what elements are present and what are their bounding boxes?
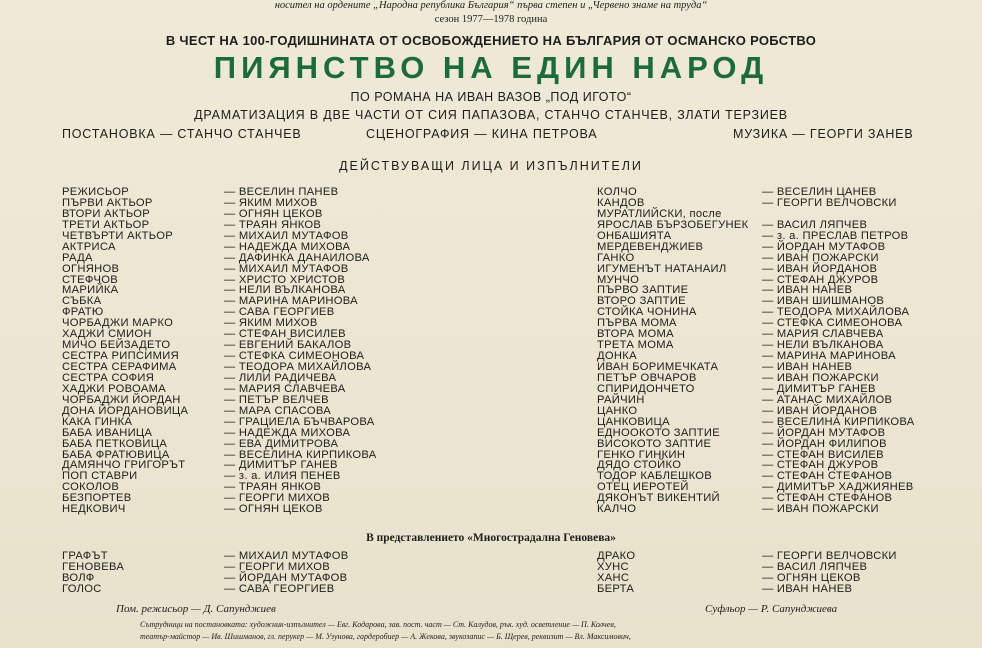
role-name: ПЕТЪР ОВЧАРОВ [597, 371, 697, 384]
role-name: ТРЕТИ АКТЬОР [62, 218, 150, 231]
role-name: НЕДКОВИЧ [62, 503, 126, 516]
role-name: СЕСТРА СЕРАФИМА [62, 361, 177, 373]
actor-name: — ВЕСЕЛИН ПАНЕВ [224, 186, 339, 198]
subplay-title: В представлението «Многострадална Геновева» [366, 532, 616, 544]
role-name: АКТРИСА [62, 240, 116, 253]
actor-name: — ТРАЯН ЯНКОВ [224, 218, 322, 231]
role-name: МЕРДЕВЕНДЖИЕВ [597, 240, 704, 253]
actor-name: — МАРИЯ СЛАВЧЕВА [762, 328, 884, 341]
role-name: КАКА ГИНКА [62, 415, 133, 428]
role-name: БЕРТА [597, 582, 635, 595]
role-name: ДОНКА [597, 350, 637, 363]
actor-name: — ИВАН НАНЕВ [762, 582, 853, 595]
actor-name: — ГЕОРГИ МИХОВ [224, 560, 331, 573]
actor-name: — ГЕОРГИ ВЕЛЧОВСКИ [762, 550, 897, 562]
role-name: КАНДОВ [597, 196, 645, 209]
actor-name: — ДАФИНКА ДАНАИЛОВА [224, 251, 370, 264]
role-name: ДОНА ЙОРДАНОВИЦА [62, 404, 189, 417]
actor-name: — ВЕСЕЛИНА КИРПИКОВА [224, 448, 377, 461]
role-name: ЯРОСЛАВ БЪРЗОБЕГУНЕК [597, 218, 749, 231]
actor-name: — ТЕОДОРА МИХАЙЛОВА [762, 306, 910, 319]
role-name: ИГУМЕНЪТ НАТАНАИЛ [597, 262, 727, 275]
role-name: КОЛЧО [597, 186, 637, 198]
play-title: ПИЯНСТВО НА ЕДИН НАРОД [213, 50, 769, 85]
actor-name: — ЕВГЕНИЙ БАКАЛОВ [224, 339, 352, 352]
cast-heading: ДЕЙСТВУВАЩИ ЛИЦА И ИЗПЪЛНИТЕЛИ [339, 159, 643, 173]
actor-name: — з. а. ИЛИЯ ПЕНЕВ [224, 470, 341, 483]
role-name: СЕСТРА РИПСИМИЯ [62, 350, 179, 363]
actor-name: — СТЕФАН ВИСИЛЕВ [762, 448, 884, 461]
role-name: РАЙЧИН [597, 393, 645, 406]
cast-row [597, 428, 927, 439]
actor-name: — ЯКИМ МИХОВ [224, 196, 318, 209]
role-name: БАБА ИВАНИЦА [62, 426, 153, 439]
role-name: БАБА ПЕТКОВИЦА [62, 437, 168, 450]
role-name: ОНБАШИЯТА [597, 229, 672, 242]
actor-name: — ТЕОДОРА МИХАЙЛОВА [224, 361, 372, 373]
role-name: ЧЕТВЪРТИ АКТЬОР [62, 229, 173, 242]
role-name: СПИРИДОНЧЕТО [597, 382, 695, 395]
cast-row [597, 504, 927, 515]
actor-name: — ВЕСЕЛИН ЦАНЕВ [762, 186, 877, 198]
honor-line: В ЧЕСТ НА 100-ГОДИШНИНАТА ОТ ОСВОБОЖДЕНИЕТО НА БЪЛГАРИЯ ОТ ОСМАНСКО РОБСТВО [165, 33, 817, 48]
actor-name: — САВА ГЕОРГИЕВ [224, 306, 335, 319]
role-name: ХАДЖИ СМИОН [62, 328, 152, 341]
cast-row [62, 417, 382, 428]
cast-row [597, 242, 927, 253]
actor-name: — МИХАИЛ МУТАФОВ [224, 550, 349, 562]
collaborators-line-1: Сътрудници на постановката: художник-изпълнител — Евг. Кодарова, зав. пост. част — Ст. Калудов, рък. худ. осветление — П. Колчев, [140, 620, 616, 629]
actor-name: — СТЕФАН СТЕФАНОВ [762, 492, 893, 505]
role-name: СОКОЛОВ [62, 481, 120, 494]
novel-credit: ПО РОМАНА НА ИВАН ВАЗОВ „ПОД ИГОТО“ [350, 90, 632, 104]
role-name: МУРАТЛИЙСКИ, после [597, 207, 722, 220]
cast-row [597, 439, 927, 450]
role-name: КАЛЧО [597, 503, 637, 516]
actor-name: — ХРИСТО ХРИСТОВ [224, 273, 346, 286]
role-name: ЧОРБАДЖИ МАРКО [62, 317, 174, 330]
cast-row [62, 242, 382, 253]
cast-row [62, 439, 382, 450]
scenography-credit: СЦЕНОГРАФИЯ — КИНА ПЕТРОВА [366, 127, 598, 141]
role-name: ГАНКО [597, 251, 635, 264]
prompter: Суфльор — Р. Сапунджиева [705, 603, 838, 615]
role-name: СЪБКА [62, 295, 102, 308]
actor-name: — ГЕОРГИ ВЕЛЧОВСКИ [762, 196, 897, 209]
cast-row [597, 584, 927, 595]
season-line: сезон 1977—1978 година [434, 14, 548, 25]
actor-name: — ЯКИМ МИХОВ [224, 317, 318, 330]
actor-name: — з. а. ПРЕСЛАВ ПЕТРОВ [762, 229, 909, 242]
actor-name: — ГЕОРГИ МИХОВ [224, 492, 331, 505]
actor-name: — ИВАН ЙОРДАНОВ [762, 404, 878, 417]
role-name: ГЕНОВЕВА [62, 560, 125, 573]
actor-name: — ЙОРДАН ФИЛИПОВ [762, 437, 887, 450]
actor-name: — ВАСИЛ ЛЯПЧЕВ [762, 218, 868, 231]
role-name: ХАНС [597, 571, 630, 584]
actor-name: — ИВАН НАНЕВ [762, 361, 853, 373]
actor-name: — НАДЕЖДА МИХОВА [224, 426, 351, 439]
role-name: ДАМЯНЧО ГРИГОРЪТ [62, 459, 186, 472]
actor-name: — ДИМИТЪР ГАНЕВ [762, 382, 876, 395]
role-name: ПЪРВО ЗАПТИЕ [597, 284, 689, 297]
role-name: ДРАКО [597, 550, 636, 562]
staging-credit: ПОСТАНОВКА — СТАНЧО СТАНЧЕВ [62, 127, 302, 141]
actor-name: — ГРАЦИЕЛА БЪЧВАРОВА [224, 415, 375, 428]
role-name: ХАДЖИ РОВОАМА [62, 382, 166, 395]
role-name: ПЪРВИ АКТЬОР [62, 196, 153, 209]
role-name: ГОЛОС [62, 582, 102, 595]
actor-name: — ОГНЯН ЦЕКОВ [224, 503, 323, 516]
actor-name: — НАДЕЖДА МИХОВА [224, 240, 351, 253]
actor-name: — САВА ГЕОРГИЕВ [224, 582, 335, 595]
actor-name: — МАРИНА МАРИНОВА [762, 350, 896, 363]
actor-name: — СТЕФАН ДЖУРОВ [762, 273, 879, 286]
role-name: ФРАТЮ [62, 306, 104, 319]
cast-row [597, 417, 927, 428]
actor-name: — ДИМИТЪР ГАНЕВ [224, 459, 338, 472]
actor-name: — ВАСИЛ ЛЯПЧЕВ [762, 560, 868, 573]
role-name: ДЯКОНЪТ ВИКЕНТИЙ [597, 492, 720, 505]
dramatization-credit: ДРАМАТИЗАЦИЯ В ДВЕ ЧАСТИ ОТ СИЯ ПАПАЗОВА, СТАНЧО СТАНЧЕВ, ЗЛАТИ ТЕРЗИЕВ [194, 108, 788, 122]
actor-name: — ИВАН ПОЖАРСКИ [762, 371, 879, 384]
actor-name: — СТЕФАН СТЕФАНОВ [762, 470, 893, 483]
cast-row [597, 264, 927, 275]
actor-name: — ЙОРДАН МУТАФОВ [762, 240, 886, 253]
music-credit: МУЗИКА — ГЕОРГИ ЗАНЕВ [733, 127, 914, 141]
role-name: СТЕФЧОВ [62, 273, 118, 286]
role-name: ТОДОР КАБЛЕШКОВ [597, 470, 713, 483]
role-name: ВТОРО ЗАПТИЕ [597, 295, 686, 308]
role-name: МУНЧО [597, 273, 640, 286]
actor-name: — СТЕФКА СИМЕОНОВА [224, 350, 365, 363]
actor-name: — ЕВА ДИМИТРОВА [224, 437, 339, 450]
role-name: ОГНЯНОВ [62, 262, 120, 275]
actor-name: — СТЕФАН ВИСИЛЕВ [224, 328, 346, 341]
actor-name: — АТАНАС МИХАЙЛОВ [762, 393, 893, 406]
orders-line: носител на ордените „Народна република България“ първа степен и „Червено знаме на труда“ [274, 0, 708, 11]
subplay-cast-left [62, 551, 382, 595]
role-name: ВТОРИ АКТЬОР [62, 207, 151, 220]
cast-row [62, 296, 382, 307]
role-name: ОТЕЦ ИЕРОТЕЙ [597, 481, 689, 494]
actor-name: — ИВАН ПОЖАРСКИ [762, 503, 879, 516]
actor-name: — ИВАН ЙОРДАНОВ [762, 262, 878, 275]
role-name: ТРЕТА МОМА [597, 339, 674, 352]
collaborators-line-2: театър-майстор — Ив. Шишманов, гл. перукер — М. Узунова, гардеробиер — А. Жекова, звукозапис — Б. Щерев, реквизит — Вл. Максимович, [140, 632, 631, 641]
role-name: ИВАН БОРИМЕЧКАТА [597, 361, 719, 373]
actor-name: — ИВАН НАНЕВ [762, 284, 853, 297]
role-name: ПОП СТАВРИ [62, 470, 138, 483]
actor-name: — МИХАИЛ МУТАФОВ [224, 262, 349, 275]
role-name: РЕЖИСЬОР [62, 186, 130, 198]
role-name: ЦАНКО [597, 404, 638, 417]
role-name: ЕДНООКОТО ЗАПТИЕ [597, 426, 721, 439]
role-name: БАБА ФРАТЮВИЦА [62, 448, 170, 461]
actor-name: — МИХАИЛ МУТАФОВ [224, 229, 349, 242]
actor-name: — ЛИЛИ РАДИЧЕВА [224, 371, 337, 384]
role-name: МАРИЙКА [62, 284, 119, 297]
role-name: СТОЙКА ЧОНИНА [597, 306, 697, 319]
actor-name: — ЙОРДАН МУТАФОВ [224, 571, 348, 584]
actor-name: — ОГНЯН ЦЕКОВ [762, 571, 861, 584]
actor-name: — ОГНЯН ЦЕКОВ [224, 207, 323, 220]
role-name: ВТОРА МОМА [597, 328, 674, 341]
actor-name: — МАРА СПАСОВА [224, 404, 331, 417]
actor-name: — ТРАЯН ЯНКОВ [224, 481, 322, 494]
cast-row [62, 253, 382, 264]
cast-list-right [597, 187, 927, 515]
actor-name: — МАРИНА МАРИНОВА [224, 295, 358, 308]
actor-name: — НЕЛИ ВЪЛКАНОВА [762, 339, 884, 352]
actor-name: — ДИМИТЪР ХАДЖИЯНЕВ [762, 481, 914, 494]
cast-row [62, 573, 382, 584]
role-name: ВИСОКОТО ЗАПТИЕ [597, 437, 712, 450]
actor-name: — ПЕТЪР ВЕЛЧЕВ [224, 393, 329, 406]
actor-name: — СТЕФАН ДЖУРОВ [762, 459, 879, 472]
cast-row [62, 504, 382, 515]
actor-name: — МАРИЯ СЛАВЧЕВА [224, 382, 346, 395]
role-name: РАДА [62, 251, 93, 264]
actor-name: — ИВАН ПОЖАРСКИ [762, 251, 879, 264]
role-name: МИЧО БЕЙЗАДЕТО [62, 339, 171, 352]
cast-row [62, 264, 382, 275]
role-name: ВОЛФ [62, 571, 95, 584]
actor-name: — НЕЛИ ВЪЛКАНОВА [224, 284, 346, 297]
role-name: ХУНС [597, 560, 629, 573]
role-name: ЦАНКОВИЦА [597, 415, 670, 428]
cast-row [62, 584, 382, 595]
role-name: ПЪРВА МОМА [597, 317, 677, 330]
role-name: ЧОРБАДЖИ ЙОРДАН [62, 393, 181, 406]
assistant-director: Пом. режисьор — Д. Сапунджиев [116, 603, 276, 615]
actor-name: — ИВАН ШИШМАНОВ [762, 295, 885, 308]
role-name: СЕСТРА СОФИЯ [62, 371, 155, 384]
subplay-cast-right [597, 551, 927, 595]
role-name: ГЕНКО ГИНКИН [597, 448, 686, 461]
actor-name: — ВЕСЕЛИНА КИРПИКОВА [762, 415, 915, 428]
role-name: ГРАФЪТ [62, 550, 108, 562]
role-name: БЕЗПОРТЕВ [62, 492, 132, 505]
role-name: ДЯДО СТОЙКО [597, 459, 682, 472]
cast-row [62, 428, 382, 439]
cast-list-left [62, 187, 382, 515]
cast-row [597, 253, 927, 264]
actor-name: — ЙОРДАН МУТАФОВ [762, 426, 886, 439]
actor-name: — СТЕФКА СИМЕОНОВА [762, 317, 903, 330]
